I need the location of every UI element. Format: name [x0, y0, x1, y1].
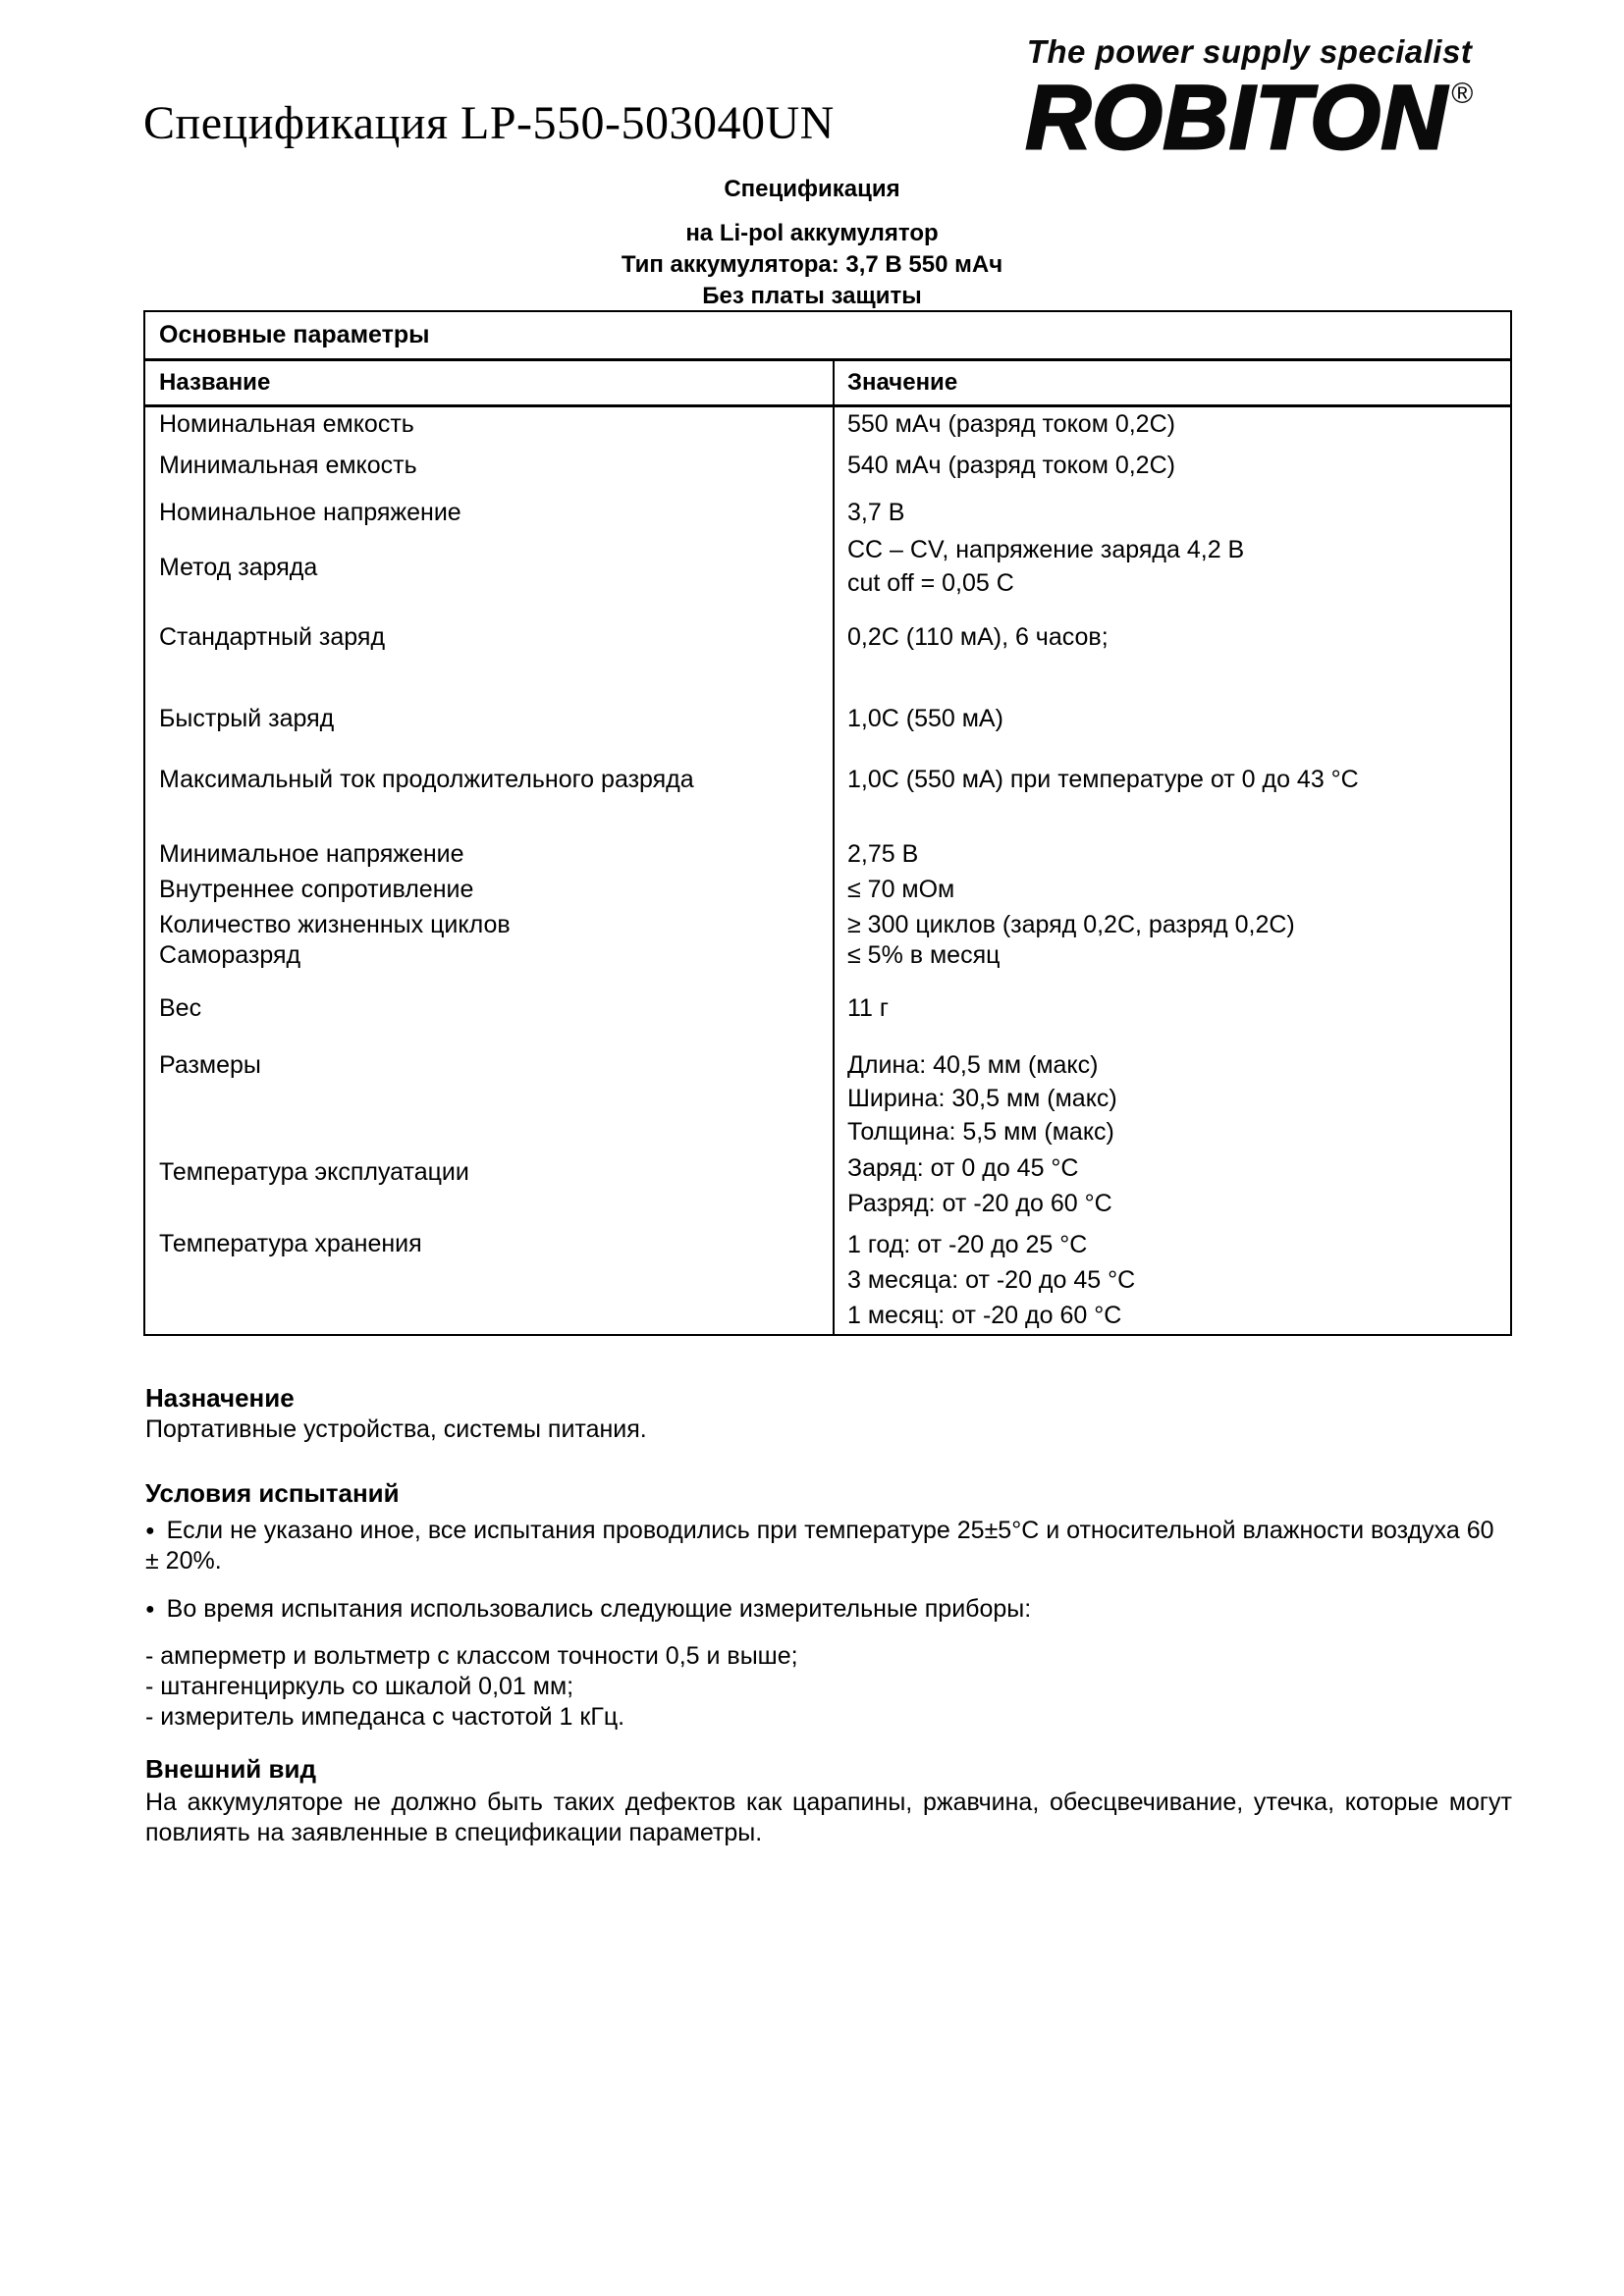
param-value: Толщина: 5,5 мм (макс) [847, 1118, 1114, 1146]
subtitle-line: Тип аккумулятора: 3,7 В 550 мАч [621, 251, 1003, 278]
table-body [145, 407, 1510, 1334]
param-name: Максимальный ток продолжительного разряда [159, 766, 694, 793]
instruments-list [145, 1641, 1512, 1733]
section-heading-purpose: Назначение [145, 1383, 295, 1413]
param-name: Номинальное напряжение [159, 499, 461, 526]
param-name: Внутреннее сопротивление [159, 876, 474, 903]
param-value: 550 мАч (разряд током 0,2С) [847, 410, 1175, 438]
param-value: Разряд: от -20 до 60 °С [847, 1190, 1112, 1217]
param-name: Номинальная емкость [159, 410, 414, 438]
subtitle-block [0, 176, 1624, 312]
param-value: ≤ 70 мОм [847, 876, 955, 903]
logo-brand-row [977, 68, 1522, 168]
param-value: 11 г [847, 994, 890, 1022]
param-value: CC – CV, напряжение заряда 4,2 В [847, 536, 1245, 563]
subtitle-heading: Спецификация [724, 176, 900, 202]
registered-trademark-icon: ® [1451, 78, 1474, 110]
appearance-text: На аккумуляторе не должно быть таких дефектов как царапины, ржавчина, обесцвечивание, утечка, которые могут повлиять на заявленные в спецификации параметры. [145, 1789, 1512, 1846]
bullet-text: Во время испытания использовались следующие измерительные приборы: [166, 1595, 1032, 1623]
logo-tagline: The power supply specialist [1026, 33, 1473, 70]
test-condition-bullet-1 [145, 1516, 1512, 1576]
param-value: 540 мАч (разряд током 0,2С) [847, 452, 1175, 479]
param-name: Стандартный заряд [159, 623, 386, 651]
section-heading-test-conditions: Условия испытаний [145, 1478, 400, 1508]
parameters-table [143, 310, 1512, 1336]
list-item: - измеритель импеданса с частотой 1 кГц. [145, 1703, 625, 1731]
robiton-logo [977, 33, 1522, 168]
section-heading-appearance: Внешний вид [145, 1754, 316, 1784]
list-item: - штангенциркуль со шкалой 0,01 мм; [145, 1673, 574, 1700]
subtitle-line: на Li-pol аккумулятор [685, 220, 939, 246]
param-value: Ширина: 30,5 мм (макс) [847, 1085, 1117, 1112]
bullet-text: Если не указано иное, все испытания проводились при температуре 25±5°С и относительной влажности воздуха 60 ± 20%. [145, 1517, 1494, 1575]
column-header-value: Значение [847, 369, 958, 396]
param-name: Температура эксплуатации [159, 1158, 469, 1186]
param-name: Саморазряд [159, 941, 301, 969]
param-value: 1 месяц: от -20 до 60 °С [847, 1302, 1122, 1329]
bullet-icon: ● [145, 1601, 155, 1618]
param-value: 1,0С (550 мА) при температуре от 0 до 43 °С [847, 766, 1359, 793]
param-value: 3 месяца: от -20 до 45 °С [847, 1266, 1136, 1294]
param-value: Длина: 40,5 мм (макс) [847, 1051, 1099, 1079]
param-name: Минимальная емкость [159, 452, 417, 479]
param-value: 2,75 В [847, 840, 919, 868]
param-value: 3,7 В [847, 499, 905, 526]
document-title: Спецификация LP-550-503040UN [143, 97, 835, 149]
param-value: 0,2С (110 мА), 6 часов; [847, 623, 1109, 651]
param-name: Количество жизненных циклов [159, 911, 511, 938]
purpose-text: Портативные устройства, системы питания. [145, 1415, 647, 1443]
param-name: Вес [159, 994, 202, 1022]
param-value: cut off = 0,05 С [847, 569, 1014, 597]
param-value: 1,0С (550 мА) [847, 705, 1003, 732]
table-title: Основные параметры [145, 312, 1510, 361]
bullet-icon: ● [145, 1522, 155, 1539]
param-name: Температура хранения [159, 1230, 422, 1257]
param-name: Быстрый заряд [159, 705, 335, 732]
subtitle-line: Без платы защиты [702, 283, 922, 309]
brand-wordmark: ROBITON [1025, 68, 1448, 168]
param-name: Размеры [159, 1051, 261, 1079]
param-name: Минимальное напряжение [159, 840, 464, 868]
table-header-row [145, 361, 1510, 407]
column-header-name: Название [159, 369, 271, 396]
param-name: Метод заряда [159, 554, 318, 581]
param-value: Заряд: от 0 до 45 °С [847, 1154, 1079, 1182]
test-condition-bullet-2 [145, 1594, 1512, 1625]
list-item: - амперметр и вольтметр с классом точности 0,5 и выше; [145, 1642, 798, 1670]
param-value: ≤ 5% в месяц [847, 941, 1001, 969]
param-value: 1 год: от -20 до 25 °С [847, 1231, 1088, 1258]
param-value: ≥ 300 циклов (заряд 0,2С, разряд 0,2С) [847, 911, 1295, 938]
